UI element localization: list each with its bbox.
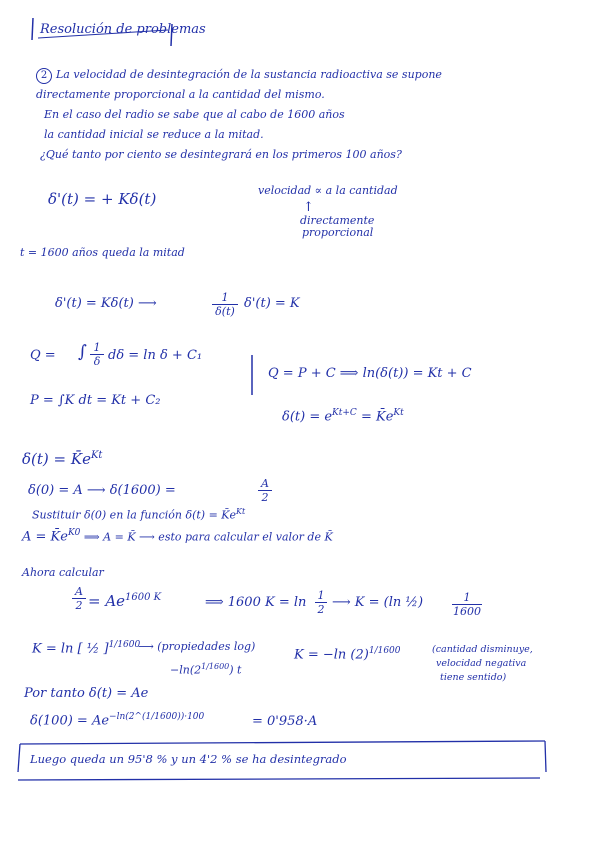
eq-sep-left: δ'(t) = Kδ(t) ⟶ (55, 296, 157, 311)
eq-sol: Por tanto δ(t) = Ae (24, 686, 149, 701)
problem-line-1 (36, 68, 442, 84)
eq-delta-exp: $\delta(t) = e^{Kt+C}$ = $K̄e^{Kt}$ (282, 408, 404, 425)
eq-k1: K = ln [ ½ ]$^{1/1600}$ (32, 640, 141, 657)
conclusion: Luego queda un 95'8 % y un 4'2 % se ha desintegrado (30, 752, 347, 766)
eq-model: δ'(t) = + Kδ(t) (48, 190, 157, 208)
now-label: Ahora calcular (22, 566, 104, 579)
eq-half-fraction-2: 1 2 (315, 590, 327, 615)
eq-half-fraction: A 2 (72, 586, 86, 611)
eq-q-label: Q = (30, 348, 56, 363)
eq-a: $A = K̄e^{K0}$ ⟹ A = K̄ ⟶ esto para calcular el valor de K̄ (22, 528, 333, 545)
problem-line-5: ¿Qué tanto por ciento se desintegrará en los primeros 100 años? (40, 148, 402, 161)
eq-q-fraction: 1 δ (90, 342, 104, 367)
integral-sign: ∫ (78, 342, 87, 362)
problem-number: 2 (36, 68, 52, 84)
note-neg-2: velocidad negativa (436, 658, 527, 669)
eq-init-fraction: A 2 (258, 478, 272, 503)
eq-sep-right: δ'(t) = K (244, 296, 300, 311)
eq-half-k-fraction: 1 1600 (453, 591, 481, 618)
eq-init: δ(0) = A ⟶ δ(1600) = (28, 483, 176, 498)
eq-half-right: ⟹ 1600 K = ln (205, 595, 307, 610)
eq-q-body: dδ = ln δ + C₁ (108, 348, 203, 363)
note-neg-1: (cantidad disminuye, (432, 644, 533, 655)
note-neg-3: tiene sentido) (440, 672, 507, 683)
eq-k1-note: ⟶ (propiedades log) (138, 640, 256, 653)
eq-general: $\delta(t) = K̄e^{Kt}$ (22, 450, 103, 468)
eq-qp: Q = P + C ⟹ ln(δ(t)) = Kt + C (268, 366, 472, 381)
statement-text: La velocidad de desintegración de la sustancia radioactiva se supone (56, 68, 442, 81)
problem-line-3: En el caso del radio se sabe que al cabo de 1600 años (44, 108, 345, 121)
eq-sep-fraction: 1 δ(t) (212, 292, 238, 317)
eq-k2: K = −ln $(2)^{1/1600}$ (294, 646, 401, 663)
eq-k1-sub: $-\ln(2^{1/1600})$ t (170, 662, 242, 677)
eq-eval-result: = 0'958·A (252, 714, 318, 729)
note-arrow: ↑ (303, 200, 314, 215)
note-model: velocidad ∝ a la cantidad (258, 184, 398, 197)
eq-half-k: ⟶ K = (ln ½) (332, 595, 424, 610)
eq-sub-text: Sustituir δ(0) en la función $\delta(t) = K̄e^{Kt}$ (32, 507, 246, 522)
eq-eval: $\delta(100) = Ae^{-ln(2\^{}(1/1600))\cdot 100}$ (30, 712, 205, 729)
half-life-note: t = 1600 años queda la mitad (20, 246, 185, 259)
problem-line-2: directamente proporcional a la cantidad del mismo. (36, 88, 325, 101)
page-title: Resolución de problemas (40, 22, 206, 37)
note-direct-2: proporcional (302, 226, 374, 239)
note-direct-1: directamente (300, 214, 375, 227)
eq-half-mid: = $Ae^{1600 K}$ (88, 592, 162, 610)
problem-line-4: la cantidad inicial se reduce a la mitad. (44, 128, 264, 141)
eq-p: P = ∫K dt = Kt + C₂ (30, 393, 161, 408)
